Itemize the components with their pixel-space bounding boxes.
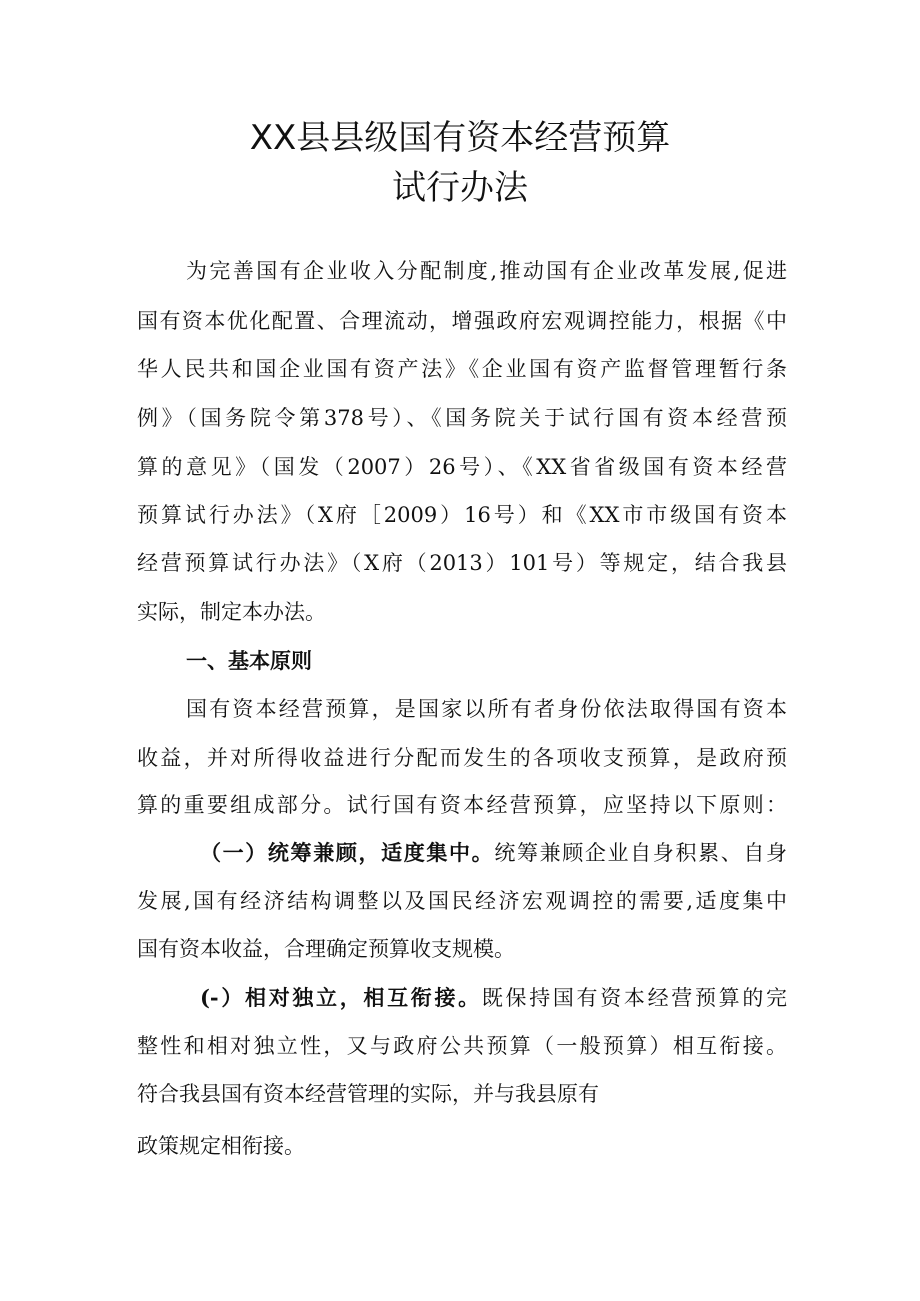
document-title-line2: 试行办法 bbox=[392, 168, 528, 208]
intro-line: 华人民共和国企业国有资产法》《企业国有资产监督管理暂行条 bbox=[137, 357, 787, 381]
principle-2-line: 符合我县国有资本经营管理的实际，并与我县原有 bbox=[137, 1082, 599, 1106]
intro-line: 国有资本优化配置、合理流动，增强政府宏观调控能力，根据《中 bbox=[137, 309, 787, 333]
intro-line: 预算试行办法》（X府［2009）16号）和《XX市市级国有资本 bbox=[137, 503, 787, 527]
principle-2-line: 政策规定相衔接。 bbox=[137, 1134, 305, 1158]
intro-line: 为完善国有企业收入分配制度,推动国有企业改革发展,促进 bbox=[186, 259, 787, 283]
principle-1-first-line bbox=[200, 838, 787, 868]
principle-1-text: 统筹兼顾企业自身积累、自身 bbox=[494, 841, 788, 865]
principle-2-line: 整性和相对独立性，又与政府公共预算（一般预算）相互衔接。 bbox=[137, 1034, 787, 1058]
section-body-line: 算的重要组成部分。试行国有资本经营预算，应坚持以下原则： bbox=[137, 793, 787, 817]
principle-2-lead: (-）相对独立，相互衔接。 bbox=[200, 985, 482, 1010]
section-body-line: 国有资本经营预算，是国家以所有者身份依法取得国有资本 bbox=[186, 697, 787, 721]
principle-1-lead: （一）统筹兼顾，适度集中。 bbox=[200, 840, 495, 865]
section-heading: 一、基本原则 bbox=[186, 648, 312, 673]
principle-2-text: 既保持国有资本经营预算的完 bbox=[481, 986, 787, 1010]
intro-line: 例》（国务院令第378号）、《国务院关于试行国有资本经营预 bbox=[137, 406, 787, 430]
intro-line: 经营预算试行办法》（X府（2013）101号）等规定，结合我县 bbox=[137, 551, 787, 575]
principle-2-first-line bbox=[200, 983, 787, 1013]
principle-1-line: 发展,国有经济结构调整以及国民经济宏观调控的需要,适度集中 bbox=[137, 889, 787, 913]
document-title-line1: XX县县级国有资本经营预算 bbox=[249, 118, 671, 158]
intro-line: 实际，制定本办法。 bbox=[137, 600, 326, 624]
section-body-line: 收益，并对所得收益进行分配而发生的各项收支预算，是政府预 bbox=[137, 746, 787, 770]
intro-line: 算的意见》（国发（2007）26号）、《XX省省级国有资本经营 bbox=[137, 455, 787, 479]
principle-1-line: 国有资本收益，合理确定预算收支规模。 bbox=[137, 937, 515, 961]
